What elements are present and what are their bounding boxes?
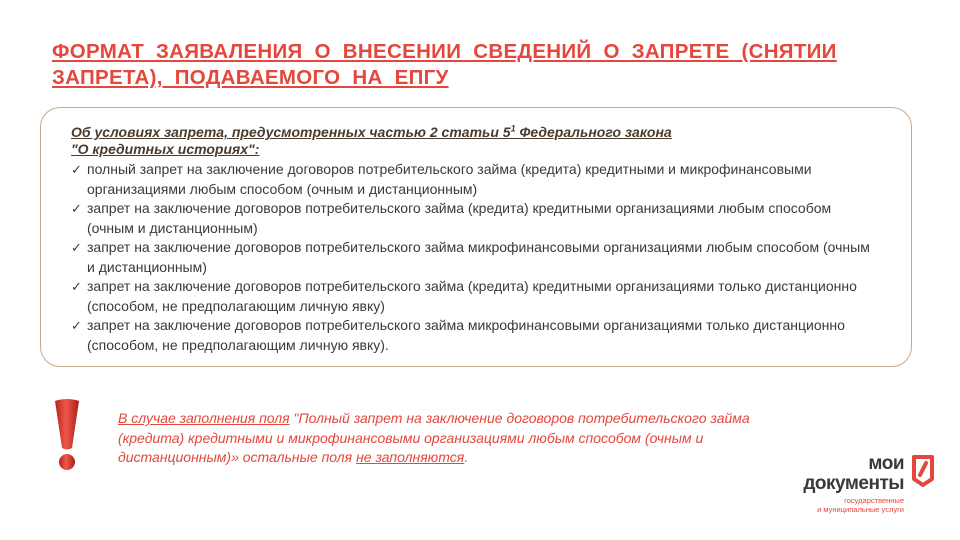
logo-subtitle-1: государственные: [844, 496, 904, 505]
check-icon: ✓: [71, 240, 82, 255]
list-item: [71, 238, 871, 277]
logo-mark-icon: [910, 455, 936, 487]
note-text-4: .: [464, 449, 469, 465]
conditions-intro: [71, 124, 891, 158]
list-item-text: полный запрет на заключение договоров потребительского займа (кредита) кредитными и микрофинансовыми организациями любым способом (очным и дистанционным): [87, 161, 812, 197]
list-item: [71, 316, 871, 355]
list-item: [71, 199, 871, 238]
logo-text-1: мои: [868, 453, 904, 474]
exclamation-icon: [50, 398, 84, 474]
list-item-text: запрет на заключение договоров потребительского займа микрофинансовыми организациями только дистанционно (способом, не предполагающим личную явку).: [87, 317, 845, 353]
warning-note: [118, 409, 818, 468]
title-line-1: ФОРМАТ ЗАЯВАЛЕНИЯ О ВНЕСЕНИИ СВЕДЕНИЙ О ЗАПРЕТЕ (СНЯТИИ: [52, 40, 837, 63]
note-text-2: "Полный запрет на заключение договоров потребительского займа (кредита) кредитными и микрофинансовыми организациями любым способом (очным и дистанционным)» остальные поля: [118, 410, 750, 465]
note-text-3: не заполняются: [356, 449, 465, 465]
logo-subtitle: [817, 496, 904, 514]
logo-subtitle-2: и муниципальные услуги: [817, 505, 904, 514]
list-item-text: запрет на заключение договоров потребительского займа микрофинансовыми организациями любым способом (очным и дистанционным): [87, 239, 870, 275]
list-item: [71, 160, 871, 199]
note-text-1: В случае заполнения поля: [118, 410, 290, 426]
moi-dokumenty-logo: [796, 453, 946, 518]
check-icon: ✓: [71, 318, 82, 333]
intro-text-3: "О кредитных историях":: [71, 141, 260, 157]
check-icon: ✓: [71, 162, 82, 177]
logo-text-2: документы: [803, 473, 904, 494]
page-title: [52, 39, 882, 91]
intro-text-1: Об условиях запрета, предусмотренных частью 2 статьи 5: [71, 124, 511, 140]
check-icon: ✓: [71, 201, 82, 216]
list-item: [71, 277, 871, 316]
intro-text-2: Федерального закона: [515, 124, 672, 140]
list-item-text: запрет на заключение договоров потребительского займа (кредита) кредитными организациями только дистанционно (способом, не предполагающим личную явку): [87, 278, 857, 314]
list-item-text: запрет на заключение договоров потребительского займа (кредита) кредитными организациями любым способом (очным и дистанционным): [87, 200, 832, 236]
intro-superscript: 1: [510, 123, 516, 134]
conditions-list: [71, 160, 871, 355]
title-line-2: ЗАПРЕТА), ПОДАВАЕМОГО НА ЕПГУ: [52, 66, 449, 89]
check-icon: ✓: [71, 279, 82, 294]
